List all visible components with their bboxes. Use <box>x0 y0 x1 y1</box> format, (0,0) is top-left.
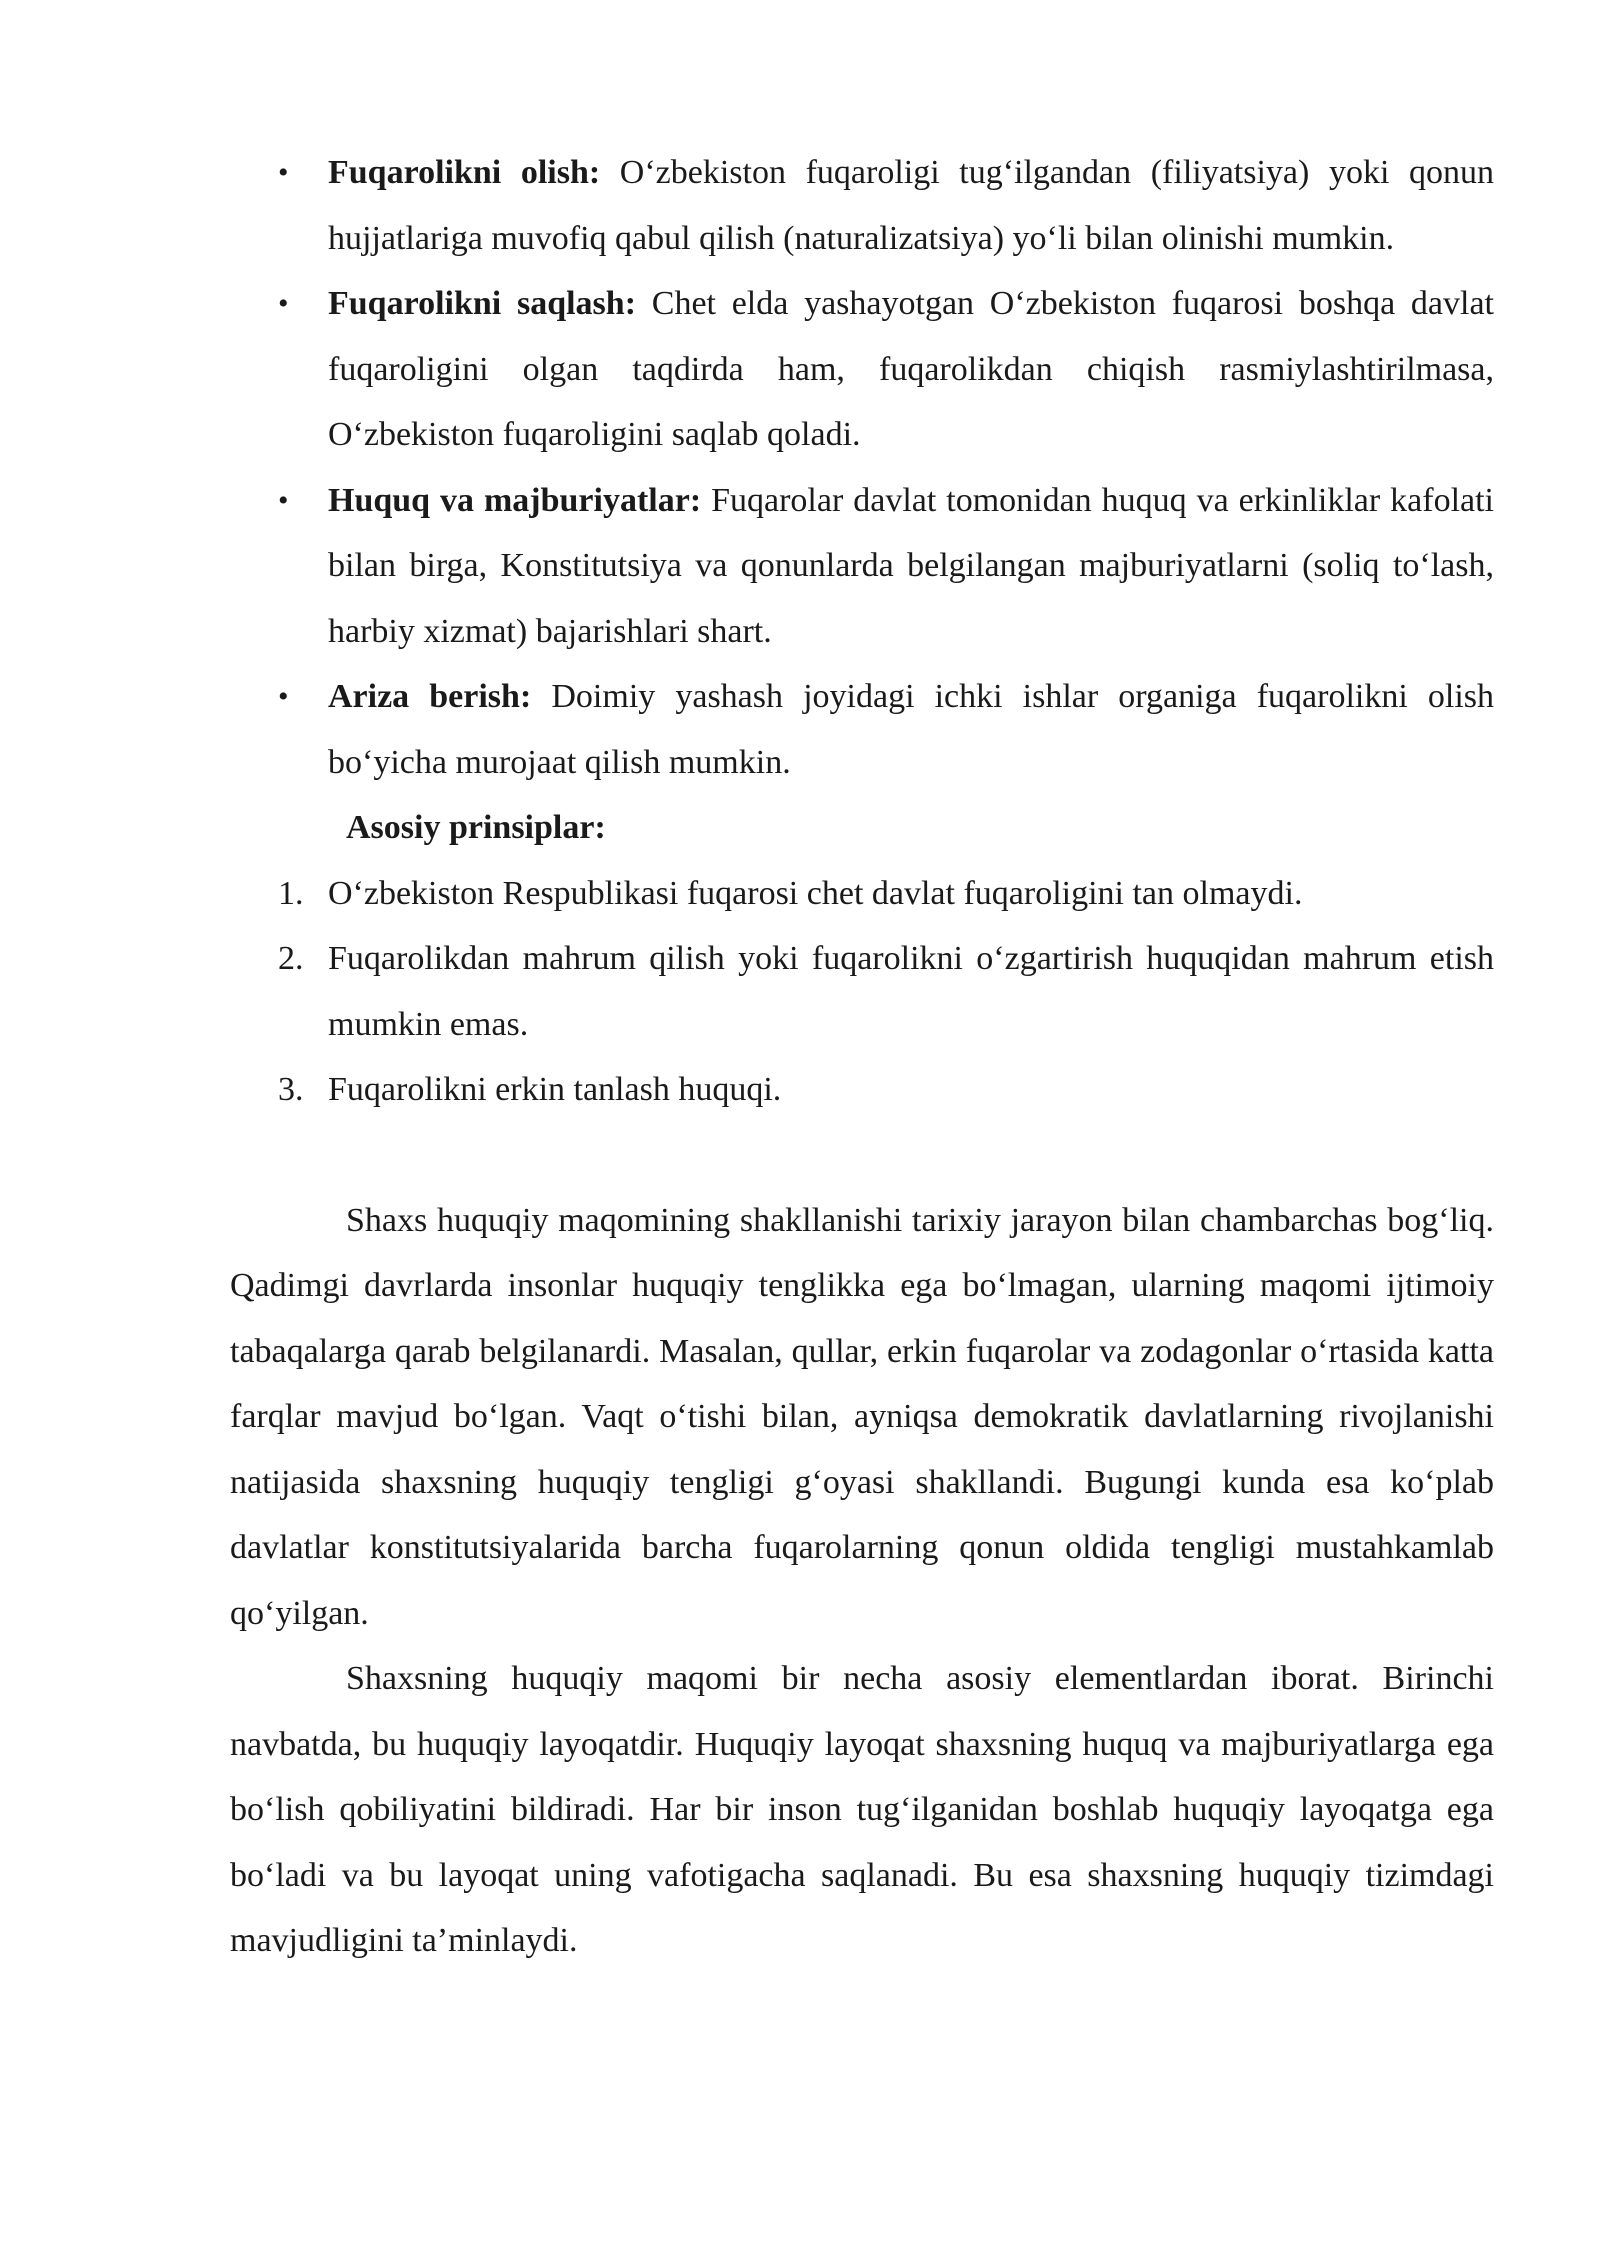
bullet-text: Fuqarolar davlat tomonidan huquq va erkinliklar kafolati bilan birga, Konstitutsiya va qonunlarda belgilangan majburiyatlarni (soliq to‘lash, harbiy xizmat) bajarishlari shart. <box>328 481 1495 650</box>
principles-heading: Asosiy prinsiplar: <box>346 809 606 846</box>
principle-text: Fuqarolikdan mahrum qilish yoki fuqarolikni o‘zgartirish huquqidan mahrum etish mumkin emas. <box>328 940 1494 1043</box>
principle-number: 2. <box>278 940 304 977</box>
principle-number: 3. <box>278 1071 304 1108</box>
body-paragraph-history: Shaxs huquqiy maqomining shakllanishi tarixiy jarayon bilan chambarchas bog‘liq. Qadimgi davrlarda insonlar huquqiy tenglikka ega bo‘lmagan, ularning maqomi ijtimoiy tabaqalarga qarab belgilanardi. Masalan, qullar, erkin fuqarolar va zodagonlar o‘rtasida katta farqlar mavjud bo‘lgan. Vaqt o‘tishi bilan, ayniqsa demokratik davlatlarning rivojlanishi natijasida shaxsning huquqiy tengligi g‘oyasi shakllandi. Bugungi kunda esa ko‘plab davlatlar konstitutsiyalarida barcha fuqarolarning qonun oldida tengligi mustahkamlab qo‘yilgan. <box>230 1201 1494 1632</box>
blank-line <box>230 1123 1494 1188</box>
bullet-term: Ariza berish: <box>328 678 532 715</box>
document-page <box>230 140 1494 1974</box>
principle-item <box>230 1057 1494 1123</box>
bullet-term: Huquq va majburiyatlar: <box>328 481 702 519</box>
bullet-item-rights-duties <box>230 468 1494 665</box>
principle-text: Fuqarolikni erkin tanlash huquqi. <box>328 1071 782 1108</box>
bullet-term: Fuqarolikni olish: <box>328 154 601 191</box>
principle-item <box>230 861 1494 927</box>
bullet-text: Doimiy yashash joyidagi ichki ishlar organiga fuqarolikni olish bo‘yicha murojaat qilish mumkin. <box>328 678 1495 781</box>
principles-list <box>230 861 1494 1123</box>
bullet-item-acquisition <box>230 140 1494 271</box>
principle-text: O‘zbekiston Respublikasi fuqarosi chet davlat fuqaroligini tan olmaydi. <box>328 874 1303 912</box>
principle-item <box>230 926 1494 1057</box>
bullet-text: O‘zbekiston fuqaroligi tug‘ilgandan (filiyatsiya) yoki qonun hujjatlariga muvofiq qabul qilish (naturalizatsiya) yo‘li bilan olinishi mumkin. <box>328 154 1494 257</box>
bullet-text: Chet elda yashayotgan O‘zbekiston fuqarosi boshqa davlat fuqaroligini olgan taqdirda ham, fuqarolikdan chiqish rasmiylashtirilmasa, O‘zbekiston fuqaroligini saqlab qoladi. <box>328 285 1494 453</box>
bullet-item-application <box>230 664 1494 795</box>
bullet-item-retention <box>230 271 1494 468</box>
body-paragraph-elements: Shaxsning huquqiy maqomi bir necha asosiy elementlardan iborat. Birinchi navbatda, bu huquqiy layoqatdir. Huquqiy layoqat shaxsning huquq va majburiyatlarga ega bo‘lish qobiliyatini bildiradi. Har bir inson tug‘ilganidan boshlab huquqiy layoqatga ega bo‘ladi va bu layoqat uning vafotigacha saqlanadi. Bu esa shaxsning huquqiy tizimdagi mavjudligini ta’minlaydi. <box>230 1660 1494 1959</box>
principle-number: 1. <box>278 874 304 912</box>
citizenship-bullet-list <box>230 140 1494 795</box>
bullet-term: Fuqarolikni saqlash: <box>328 285 637 322</box>
